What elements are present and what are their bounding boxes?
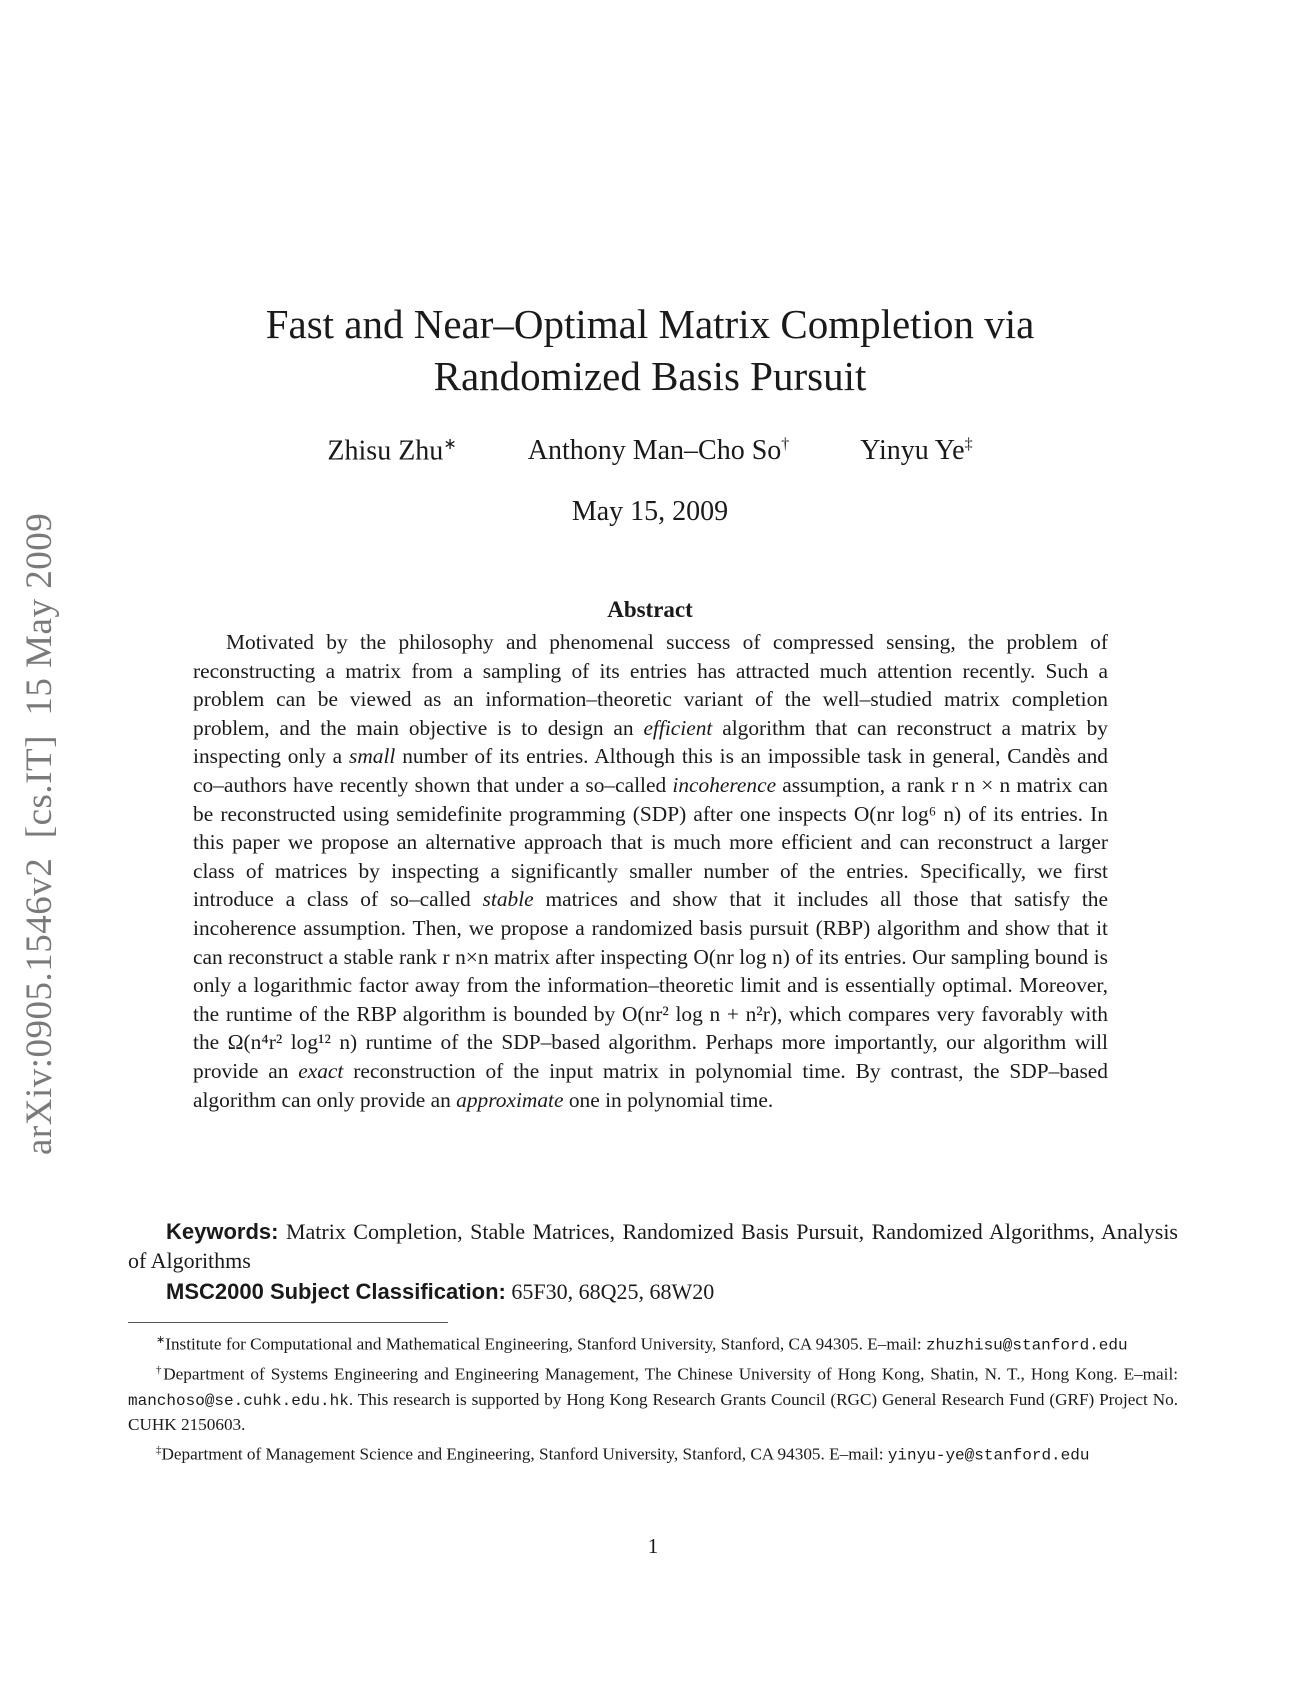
- keywords-label: Keywords:: [166, 1219, 279, 1244]
- abstract-heading: Abstract: [607, 597, 693, 622]
- footnote-3-email: yinyu-ye@stanford.edu: [887, 1446, 1090, 1465]
- footnote-2: [128, 1358, 1178, 1438]
- footnote-rule: [128, 1322, 448, 1323]
- footnote-2-after: . This research is supported by Hong Kong Research Grants Council (RGC) General Research Fund (GRF) Project No. CUHK 2150603.: [128, 1389, 1178, 1435]
- abstract-emph-3: incoherence: [672, 772, 777, 797]
- author-3: [860, 435, 972, 467]
- page-number: 1: [647, 1534, 659, 1558]
- footnote-1-mark: ∗: [156, 1334, 166, 1346]
- author-1-name: Zhisu Zhu: [327, 435, 444, 467]
- arxiv-identifier-stamp: arXiv:0905.1546v2 [cs.IT] 15 May 2009: [19, 512, 60, 1155]
- abstract-text-4: assumption, a rank r n × n matrix can be reconstructed using semidefinite programming (SDP) after one inspects O(nr log⁶ n) of its entries. In this paper we propose an alternative approach that is much more efficient and can reconstruct a larger class of matrices by inspecting a significantly smaller number of the entries. Specifically, we first introduce a class of so–called: [193, 772, 1109, 912]
- author-2-name: Anthony Man–Cho So: [527, 435, 782, 467]
- paper-date: May 15, 2009: [571, 496, 729, 527]
- author-list: [180, 434, 1120, 467]
- footnote-1-text: Institute for Computational and Mathematical Engineering, Stanford University, Stanford, CA 94305. E–mail:: [165, 1334, 926, 1354]
- footnote-3: [128, 1438, 1178, 1468]
- author-1-mark: ∗: [443, 436, 457, 453]
- abstract-text-7: one in polynomial time.: [563, 1087, 774, 1112]
- abstract-text-3: number of its entries. Although this is an impossible task in general, Candès and co–authors have recently shown that under a so–called: [193, 744, 1108, 797]
- author-3-mark: ‡: [964, 436, 973, 453]
- abstract-emph-4: stable: [482, 887, 534, 912]
- abstract-emph-2: small: [349, 744, 396, 769]
- author-2-mark: †: [781, 436, 790, 453]
- keywords-section: [128, 1218, 1178, 1275]
- footnote-1: [128, 1328, 1178, 1358]
- abstract-emph-1: efficient: [643, 715, 713, 740]
- title-line-2: Randomized Basis Pursuit: [433, 353, 867, 399]
- footnote-2-text: Department of Systems Engineering and Engineering Management, The Chinese University of Hong Kong, Shatin, N. T., Hong Kong. E–mail:: [163, 1365, 1179, 1385]
- footnote-2-email: manchoso@se.cuhk.edu.hk: [128, 1391, 349, 1410]
- footnotes: [128, 1328, 1178, 1468]
- msc-classification: [166, 1279, 714, 1305]
- footnote-1-email: zhuzhisu@stanford.edu: [925, 1336, 1128, 1355]
- msc-label: MSC2000 Subject Classification:: [166, 1279, 506, 1304]
- abstract-text-2: algorithm that can reconstruct a matrix by inspecting only a: [193, 715, 1108, 769]
- abstract-body: [193, 628, 1108, 1114]
- keywords-text: Matrix Completion, Stable Matrices, Randomized Basis Pursuit, Randomized Algorithms, Analysis of Algorithms: [128, 1219, 1178, 1273]
- abstract-text-6: reconstruction of the input matrix in polynomial time. By contrast, the SDP–based algorithm can only provide an: [193, 1058, 1108, 1112]
- footnote-3-mark: ‡: [156, 1443, 162, 1456]
- abstract-text-5: matrices and show that it includes all those that satisfy the incoherence assumption. Then, we propose a randomized basis pursuit (RBP) algorithm and show that it can reconstruct a stable rank r n×n matrix after inspecting O(nr log n) of its entries. Our sampling bound is only a logarithmic factor away from the information–theoretic limit and is essentially optimal. Moreover, the runtime of the RBP algorithm is bounded by O(nr² log n + n²r), which compares very favorably with the Ω(n⁴r² log¹² n) runtime of the SDP–based algorithm. Perhaps more importantly, our algorithm will provide an: [193, 887, 1108, 1083]
- author-2: [528, 435, 790, 467]
- title-line-1: Fast and Near–Optimal Matrix Completion via: [265, 301, 1035, 347]
- footnote-3-text: Department of Management Science and Engineering, Stanford University, Stanford, CA 94305. E–mail:: [161, 1444, 888, 1464]
- abstract-emph-5: exact: [298, 1058, 344, 1083]
- paper-title: [180, 298, 1120, 402]
- footnote-2-mark: †: [156, 1364, 164, 1377]
- msc-codes: 65F30, 68Q25, 68W20: [505, 1279, 715, 1304]
- author-1: [327, 434, 456, 467]
- abstract-emph-6: approximate: [456, 1087, 564, 1112]
- author-3-name: Yinyu Ye: [860, 435, 965, 467]
- abstract-text-1: Motivated by the philosophy and phenomenal success of compressed sensing, the problem of reconstructing a matrix from a sampling of its entries has attracted much attention recently. Such a problem can be viewed as an information–theoretic variant of the well–studied matrix completion problem, and the main objective is to design an: [193, 630, 1108, 740]
